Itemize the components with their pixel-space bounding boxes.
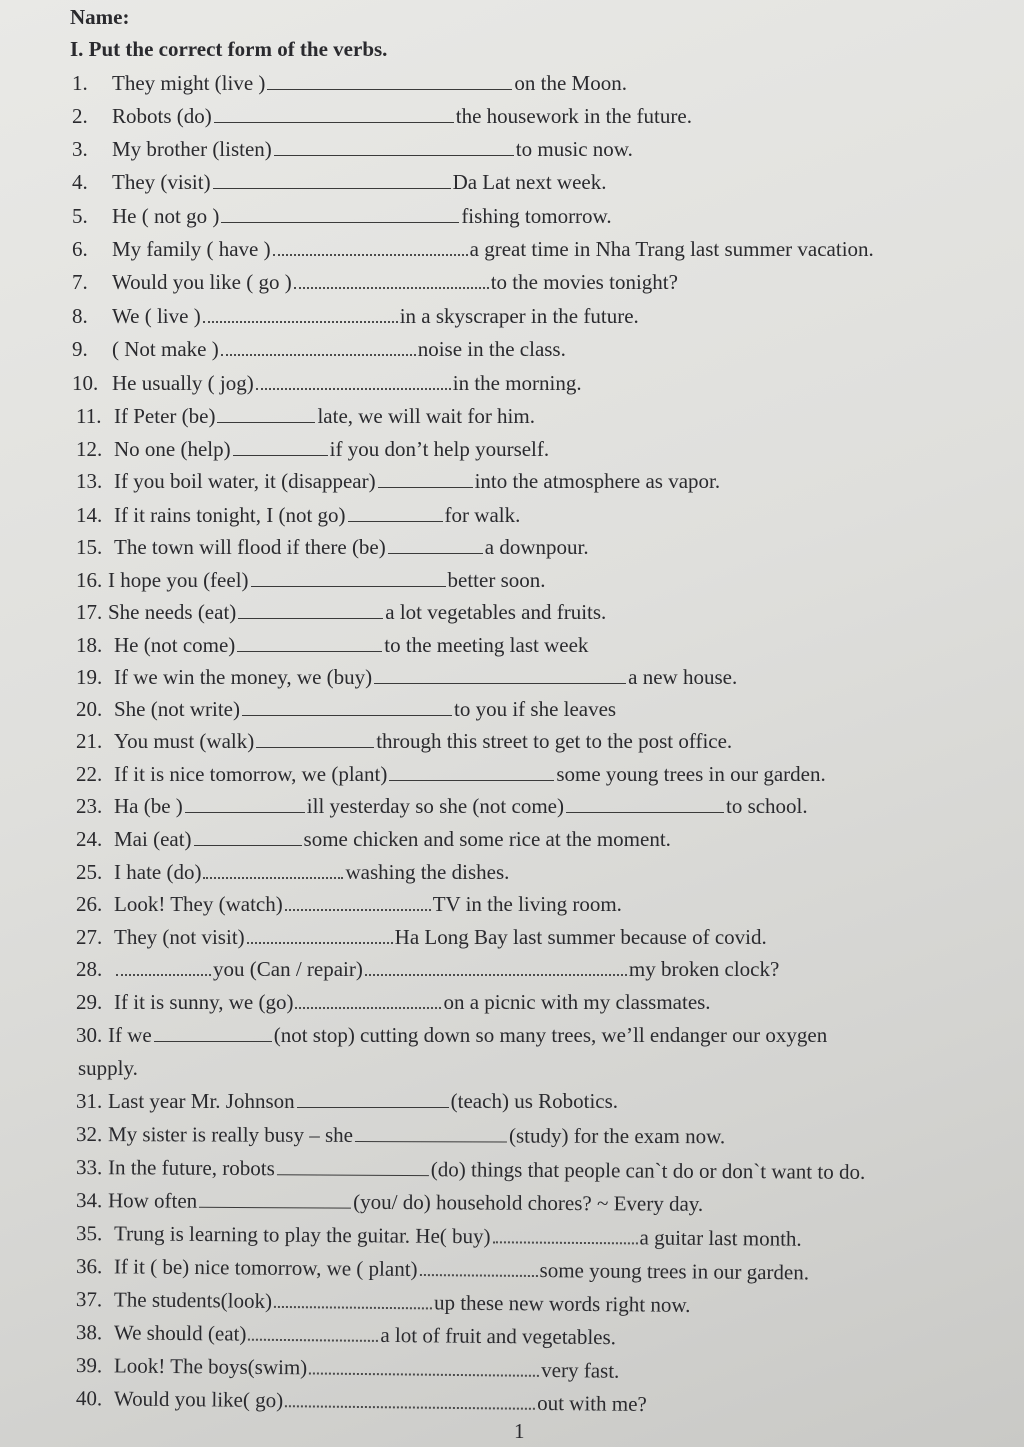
item-continuation: if you don’t help yourself. — [329, 437, 550, 461]
item-prompt: In the future, robots — [107, 1155, 275, 1181]
exercise-item — [76, 793, 808, 819]
answer-blank[interactable] — [194, 826, 302, 846]
item-continuation: (do) things that people can`t do or don`t want to do. — [430, 1157, 866, 1184]
item-continuation: (you/ do) household chores? ~ Every day. — [353, 1189, 704, 1216]
item-number: 6. — [72, 237, 88, 261]
item-continuation: to you if she leaves — [453, 697, 617, 721]
item-number: 26. — [76, 892, 103, 916]
exercise-item-wrap: supply. — [78, 1056, 138, 1080]
item-middle-text: you (Can / repair) — [213, 957, 363, 981]
item-number: 35. — [75, 1221, 103, 1246]
item-continuation: into the atmosphere as vapor. — [474, 469, 721, 493]
item-continuation: TV in the living room. — [432, 892, 622, 916]
exercise-item — [76, 1220, 802, 1252]
item-number: 21. — [76, 729, 103, 753]
item-number: 39. — [75, 1353, 103, 1378]
item-continuation: on a picnic with my classmates. — [443, 990, 711, 1014]
item-number: 13. — [76, 469, 103, 493]
item-prompt: Mai (eat) — [114, 827, 192, 851]
exercise-item — [76, 1154, 865, 1185]
item-continuation: to music now. — [515, 137, 633, 161]
item-continuation: to the movies tonight? — [490, 270, 678, 294]
item-prompt: We ( live ) — [112, 304, 201, 328]
exercise-item — [76, 1253, 809, 1285]
item-continuation: my broken clock? — [628, 957, 780, 981]
item-prompt: Would you like( go) — [113, 1386, 284, 1413]
item-number: 29. — [76, 990, 103, 1014]
answer-blank[interactable] — [221, 203, 459, 223]
item-number: 31. — [76, 1089, 103, 1113]
answer-blank[interactable] — [566, 793, 724, 813]
item-number: 4. — [72, 170, 88, 194]
answer-blank[interactable] — [185, 793, 305, 813]
item-prompt: ( Not make ) — [112, 337, 219, 361]
item-prompt: No one (help) — [114, 437, 231, 461]
answer-blank[interactable] — [203, 859, 343, 879]
answer-blank[interactable] — [374, 664, 626, 684]
item-continuation: some young trees in our garden. — [539, 1258, 810, 1285]
exercise-item — [76, 567, 546, 593]
exercise-item — [76, 761, 826, 787]
answer-blank[interactable] — [213, 169, 451, 189]
item-continuation: a guitar last month. — [639, 1225, 802, 1251]
answer-blank[interactable] — [365, 956, 627, 976]
item-number: 23. — [76, 794, 103, 818]
item-number: 37. — [75, 1287, 103, 1312]
exercise-item — [76, 1088, 618, 1114]
item-continuation: fishing tomorrow. — [461, 204, 612, 228]
answer-blank[interactable] — [274, 1288, 432, 1310]
answer-blank[interactable] — [355, 1122, 507, 1143]
answer-blank[interactable] — [242, 696, 452, 716]
answer-blank[interactable] — [309, 1354, 539, 1376]
answer-blank[interactable] — [203, 303, 398, 323]
item-prompt: The town will flood if there (be) — [114, 535, 386, 559]
item-continuation: washing the dishes. — [345, 860, 510, 884]
exercise-item — [72, 269, 678, 295]
item-number: 38. — [75, 1320, 103, 1345]
item-prompt: The students(look) — [113, 1287, 273, 1313]
item-prompt: If Peter (be) — [114, 404, 216, 428]
exercise-item — [72, 136, 633, 162]
item-prompt: If we win the money, we (buy) — [114, 665, 373, 689]
exercise-item — [76, 1286, 691, 1318]
item-prompt: Look! They (watch) — [114, 892, 283, 916]
item-number: 2. — [72, 104, 88, 128]
item-prompt: Look! The boys(swim) — [113, 1353, 308, 1380]
item-number: 30. — [76, 1023, 103, 1047]
exercise-item — [72, 236, 874, 262]
exercise-item — [76, 1121, 725, 1149]
answer-blank[interactable] — [273, 236, 468, 256]
exercise-item — [76, 436, 549, 462]
item-prompt: My family ( have ) — [112, 237, 271, 261]
exercise-item — [72, 336, 566, 362]
exercise-item — [76, 728, 732, 754]
answer-blank[interactable] — [285, 1387, 535, 1410]
item-continuation: late, we will wait for him. — [317, 404, 535, 428]
item-prompt: We should (eat) — [113, 1320, 247, 1346]
item-prompt: Last year Mr. Johnson — [108, 1089, 295, 1113]
item-continuation: (teach) us Robotics. — [450, 1089, 619, 1113]
item-continuation: to school. — [725, 794, 808, 818]
item-prompt: Would you like ( go ) — [112, 270, 292, 294]
item-continuation: better soon. — [447, 568, 546, 592]
answer-blank[interactable] — [214, 103, 454, 123]
item-continuation: to the meeting last week — [384, 633, 589, 657]
answer-blank[interactable] — [237, 632, 382, 652]
answer-blank[interactable] — [247, 924, 393, 944]
answer-blank[interactable] — [388, 534, 483, 554]
answer-blank[interactable] — [256, 728, 374, 748]
item-prompt: If it is sunny, we (go) — [114, 990, 294, 1014]
item-continuation: up these new words right now. — [433, 1290, 691, 1317]
item-number: 7. — [72, 270, 88, 294]
item-continuation: Ha Long Bay last summer because of covid. — [394, 925, 767, 949]
name-label: Name: — [70, 5, 130, 29]
answer-blank[interactable] — [221, 336, 416, 356]
item-prompt: If we — [108, 1023, 152, 1047]
answer-blank[interactable] — [154, 1022, 272, 1042]
item-continuation: (study) for the exam now. — [508, 1123, 726, 1149]
item-continuation: some young trees in our garden. — [556, 762, 826, 786]
item-prompt: If it is nice tomorrow, we (plant) — [114, 762, 388, 786]
item-number: 20. — [76, 697, 103, 721]
item-number: 27. — [76, 925, 103, 949]
exercise-item — [76, 1022, 827, 1048]
item-prompt: Ha (be ) — [114, 794, 183, 818]
answer-blank[interactable] — [277, 1155, 429, 1176]
item-prompt: He usually ( jog) — [112, 371, 254, 395]
exercise-item — [72, 303, 639, 329]
item-number: 40. — [75, 1386, 103, 1411]
item-number: 25. — [76, 860, 103, 884]
item-number: 14. — [76, 503, 103, 527]
exercise-item — [72, 370, 582, 396]
exercise-item — [72, 103, 692, 129]
item-continuation: a new house. — [628, 665, 738, 689]
exercise-item — [76, 632, 588, 658]
answer-blank[interactable] — [493, 1223, 638, 1244]
item-number: 19. — [76, 665, 103, 689]
answer-blank[interactable] — [238, 599, 383, 619]
item-prompt: Trung is learning to play the guitar. He( buy) — [113, 1221, 491, 1249]
exercise-item — [76, 891, 622, 917]
exercise-item — [76, 599, 606, 625]
item-continuation: for walk. — [444, 503, 521, 527]
item-continuation: in the morning. — [452, 371, 582, 395]
item-prompt: Robots (do) — [112, 104, 212, 128]
item-continuation: out with me? — [537, 1390, 647, 1416]
exercise-item — [76, 1187, 703, 1217]
item-number: 16. — [76, 568, 103, 592]
exercise-item — [76, 696, 616, 722]
answer-blank[interactable] — [389, 761, 554, 781]
item-prompt: They might (live ) — [112, 71, 266, 95]
exercise-item — [76, 534, 589, 560]
item-number: 32. — [75, 1122, 103, 1147]
item-number: 33. — [75, 1155, 103, 1180]
item-number: 11. — [76, 404, 102, 428]
answer-blank[interactable] — [420, 1256, 538, 1277]
exercise-item — [76, 468, 720, 494]
item-prompt: They (visit) — [112, 170, 211, 194]
item-prompt: My sister is really busy – she — [107, 1122, 354, 1147]
answer-blank[interactable] — [233, 436, 328, 456]
page-number: 1 — [514, 1419, 525, 1443]
item-number: 8. — [72, 304, 88, 328]
exercise-item — [76, 1319, 616, 1350]
item-prompt: She needs (eat) — [108, 600, 237, 624]
exercise-item — [76, 664, 737, 690]
item-prompt: She (not write) — [114, 697, 240, 721]
item-number: 12. — [76, 437, 103, 461]
answer-blank[interactable] — [295, 989, 441, 1009]
answer-blank[interactable] — [248, 1321, 378, 1342]
item-number: 24. — [76, 827, 103, 851]
exercise-item — [72, 169, 607, 195]
item-continuation: (not stop) cutting down so many trees, we’ll endanger our oxygen — [273, 1023, 828, 1047]
item-number: 18. — [76, 633, 103, 657]
item-middle-text: ill yesterday so she (not come) — [306, 794, 564, 818]
item-continuation: some chicken and some rice at the moment. — [303, 827, 671, 851]
answer-blank[interactable] — [267, 70, 512, 90]
answer-blank[interactable] — [348, 502, 443, 522]
item-continuation: noise in the class. — [417, 337, 566, 361]
item-prompt: He (not come) — [114, 633, 236, 657]
item-number: 5. — [72, 204, 88, 228]
answer-blank[interactable] — [294, 269, 489, 289]
item-continuation: a downpour. — [484, 535, 589, 559]
item-continuation: the housework in the future. — [455, 104, 692, 128]
exercise-item — [76, 859, 509, 885]
item-continuation: a lot of fruit and vegetables. — [380, 1322, 617, 1350]
item-number: 10. — [72, 371, 99, 395]
item-continuation: through this street to get to the post office. — [376, 729, 733, 753]
exercise-item — [76, 502, 520, 528]
item-prompt: You must (walk) — [114, 729, 255, 753]
item-number: 34. — [75, 1188, 103, 1213]
item-continuation: very fast. — [541, 1357, 620, 1383]
item-number: 36. — [75, 1254, 103, 1279]
exercise-item — [72, 203, 612, 229]
item-continuation: a lot vegetables and fruits. — [385, 600, 607, 624]
exercise-item — [76, 956, 779, 982]
item-prompt: How often — [107, 1188, 198, 1213]
answer-blank[interactable] — [116, 956, 211, 976]
item-continuation: Da Lat next week. — [452, 170, 607, 194]
item-number: 28. — [76, 957, 103, 981]
exercise-item — [76, 1352, 620, 1384]
item-prompt: If it rains tonight, I (not go) — [114, 503, 346, 527]
answer-blank[interactable] — [274, 136, 514, 156]
item-continuation: a great time in Nha Trang last summer vacation. — [469, 237, 874, 261]
item-prompt: They (not visit) — [114, 925, 245, 949]
answer-blank[interactable] — [297, 1088, 449, 1108]
exercise-item — [72, 70, 627, 96]
item-number: 9. — [72, 337, 88, 361]
answer-blank[interactable] — [378, 468, 473, 488]
answer-blank[interactable] — [217, 403, 315, 423]
exercise-item — [76, 826, 671, 852]
exercise-item — [76, 989, 711, 1015]
item-number: 3. — [72, 137, 88, 161]
answer-blank[interactable] — [199, 1188, 351, 1209]
item-prompt: I hope you (feel) — [108, 568, 249, 592]
answer-blank[interactable] — [256, 370, 451, 390]
item-prompt: He ( not go ) — [112, 204, 220, 228]
exercise-item — [76, 403, 535, 429]
item-continuation: in a skyscraper in the future. — [399, 304, 639, 328]
item-number: 15. — [76, 535, 103, 559]
section-title: I. Put the correct form of the verbs. — [70, 37, 388, 61]
item-number: 22. — [76, 762, 103, 786]
answer-blank[interactable] — [251, 567, 446, 587]
item-prompt: If it ( be) nice tomorrow, we ( plant) — [113, 1254, 418, 1281]
item-prompt: If you boil water, it (disappear) — [114, 469, 376, 493]
exercise-item — [76, 924, 767, 950]
item-prompt: My brother (listen) — [112, 137, 272, 161]
item-continuation: on the Moon. — [514, 71, 627, 95]
item-prompt: I hate (do) — [114, 860, 202, 884]
item-number: 17. — [76, 600, 103, 624]
exercise-item — [76, 1385, 647, 1417]
item-number: 1. — [72, 71, 88, 95]
answer-blank[interactable] — [285, 891, 431, 911]
